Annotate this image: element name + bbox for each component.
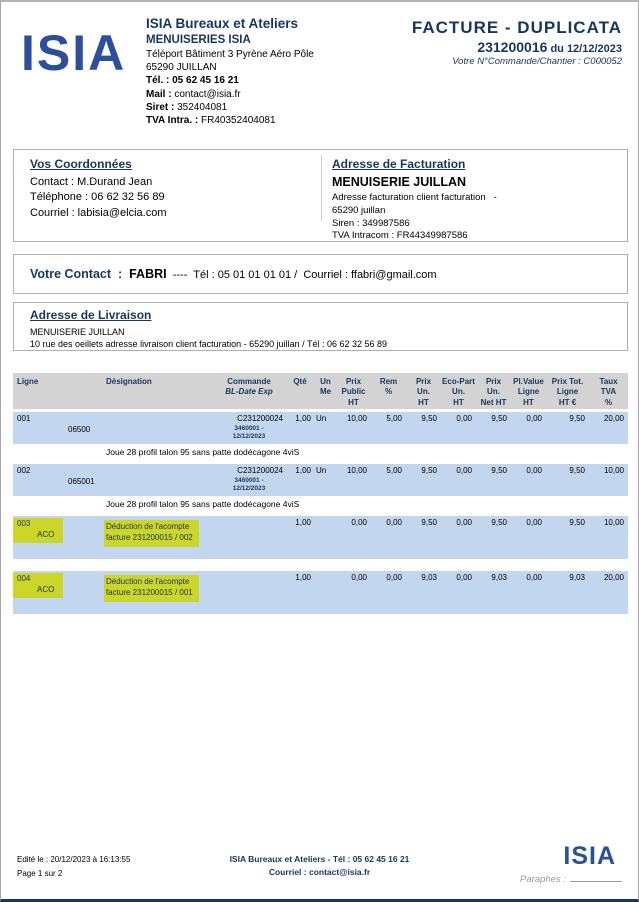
coordinates-email: Courriel : labisia@elcia.com: [30, 206, 167, 219]
table-cell: 002: [17, 466, 31, 475]
mail-value: contact@isia.fr: [174, 88, 241, 100]
col-header-designation: [98, 373, 213, 409]
tva-label: TVA Intra. :: [146, 114, 201, 126]
value-cell-eco-part-un-ht: 0,00: [456, 414, 472, 423]
footer-edited: Edité le : 20/12/2023 à 16:13:55: [17, 855, 131, 864]
table-cell: Déduction de l'acompte: [106, 522, 190, 531]
col-header-prix-tot-ligne-ht: [546, 373, 589, 409]
table-cell: 004: [17, 574, 31, 583]
company-phone: Tél. : 05 62 45 16 21: [146, 75, 239, 87]
value-cell-taux-tva-pct: 10,00: [603, 518, 624, 527]
col-header-commande: [213, 373, 285, 409]
table-cell: Commande: [227, 377, 271, 386]
col-header-ligne: [13, 373, 98, 409]
table-cell: Taux: [599, 377, 618, 386]
company-mail: [146, 88, 314, 101]
coordinates-title: Vos Coordonnées: [30, 157, 132, 171]
billing-name: MENUISERIE JUILLAN: [332, 175, 467, 189]
col-header-eco-part-un-ht: [441, 373, 476, 409]
col-header-qte: [285, 373, 315, 409]
table-cell: Un: [320, 377, 331, 386]
table-cell: HT €: [558, 397, 577, 407]
value-cell-taux-tva-pct: 20,00: [603, 414, 624, 423]
value-cell-prix-un-ht: 9,03: [421, 573, 437, 582]
table-cell: 001: [17, 414, 31, 423]
col-header-prix-public-ht: [336, 373, 371, 409]
value-cell-rem-pct: 5,00: [386, 414, 402, 423]
value-cell-rem-pct: 0,00: [386, 573, 402, 582]
coordinates-phone: Téléphone : 06 62 32 56 89: [30, 191, 165, 204]
unit-cell: Un: [316, 466, 327, 475]
footer-company-line: ISIA Bureaux et Ateliers - Tél : 05 62 45 16 21: [229, 854, 410, 864]
designation-highlighted: [104, 520, 199, 547]
line-number-highlighted: [13, 518, 63, 543]
qty-cell: 1,00: [295, 466, 311, 475]
billing-address-section: [332, 157, 497, 243]
col-header-taux-tva-pct: [589, 373, 628, 409]
value-cell-pl-value-ligne-ht: 0,00: [526, 518, 542, 527]
col-header-prix-un-ht: [406, 373, 441, 409]
your-contact-name: FABRI: [129, 267, 167, 281]
table-cell: Un.: [452, 387, 465, 397]
commande-cell: [213, 464, 285, 496]
table-cell: Pl.Value: [513, 377, 544, 386]
your-contact-box: [13, 254, 628, 294]
unit-cell: [315, 571, 336, 614]
unit-cell: Un: [316, 414, 327, 423]
table-cell: facture 231200015 / 001: [106, 587, 193, 597]
table-cell: Prix: [415, 377, 432, 386]
table-body: [13, 412, 628, 614]
unit-cell: [315, 516, 336, 559]
value-cell-rem-pct: 5,00: [386, 466, 402, 475]
invoice-lines-table: [13, 373, 628, 626]
value-cell-eco-part-un-ht: 0,00: [456, 518, 472, 527]
your-contact-label: Votre Contact: [30, 267, 112, 281]
table-cell: [13, 571, 98, 614]
qty-cell: 1,00: [295, 573, 311, 582]
table-cell: Un.: [417, 387, 430, 397]
footer-page-number: Page 1 sur 2: [17, 869, 63, 879]
table-cell: HT: [418, 397, 429, 407]
table-cell: C231200024: [237, 466, 283, 475]
table-cell: 3460001 -: [234, 476, 264, 484]
value-cell-taux-tva-pct: 10,00: [603, 466, 624, 475]
paraphes-label: Paraphes :: [520, 874, 566, 885]
table-cell: Prix: [485, 377, 502, 386]
table-cell: [13, 412, 98, 444]
invoice-row-002: [13, 464, 628, 496]
value-cell-prix-un-ht: 9,50: [421, 414, 437, 423]
value-cell-eco-part-un-ht: 0,00: [456, 573, 472, 582]
table-cell: Ligne: [556, 387, 579, 397]
siret-label: Siret :: [146, 101, 178, 113]
delivery-address-box: [13, 302, 628, 351]
table-cell: Déduction de l'acompte: [106, 577, 190, 586]
table-cell: Ligne: [17, 377, 39, 386]
table-cell: Rem: [379, 377, 398, 386]
table-cell: Prix Tot.: [551, 377, 584, 386]
value-cell-prix-un-ht: 9,50: [421, 518, 437, 527]
col-header-pl-value-ligne-ht: [511, 373, 546, 409]
table-cell: Eco-Part: [442, 377, 475, 386]
invoice-number-line: [412, 39, 622, 55]
coordinates-contact: Contact : M.Durand Jean: [30, 176, 153, 188]
col-header-prix-un-net-ht: [476, 373, 511, 409]
isia-logo: ISIA: [21, 25, 127, 81]
table-cell: HT: [523, 397, 534, 407]
table-cell: [98, 571, 213, 614]
commande-cell: [213, 516, 285, 559]
value-cell-prix-un-ht: 9,50: [421, 466, 437, 475]
table-cell: [13, 516, 98, 559]
delivery-line: 10 rue des oeillets adresse livraison client facturation - 65290 juillan / Tél : 06 62 32 56 89: [30, 339, 388, 350]
your-coordinates-section: [30, 157, 167, 221]
value-cell-prix-tot-ligne-ht: 9,50: [569, 466, 585, 475]
siret-value: 352404081: [177, 101, 228, 113]
commande-cell: [213, 412, 285, 444]
footer-isia-logo: ISIA: [563, 842, 616, 870]
company-name: ISIA Bureaux et Ateliers: [146, 16, 299, 31]
value-cell-rem-pct: 0,00: [386, 518, 402, 527]
value-cell-prix-tot-ligne-ht: 9,03: [569, 573, 585, 582]
col-header-rem-pct: [371, 373, 406, 409]
table-cell: facture 231200015 / 002: [106, 532, 193, 542]
billing-siren: Siren : 349987586: [332, 217, 410, 229]
billing-address-line2: 65290 juillan: [332, 204, 386, 216]
value-cell-prix-un-net-ht: 9,50: [491, 414, 507, 423]
table-cell: 003: [17, 519, 31, 528]
value-cell-prix-public-ht: 0,00: [351, 518, 367, 527]
company-division: MENUISERIES ISIA: [146, 33, 251, 46]
commande-cell: [213, 571, 285, 614]
table-cell: Ligne: [517, 387, 540, 397]
footer-email-line: Courriel : contact@isia.fr: [268, 866, 371, 877]
invoice-row-001: [13, 412, 628, 444]
table-cell: C231200024: [237, 414, 283, 423]
company-info: [146, 15, 314, 127]
vertical-divider: [321, 155, 322, 221]
table-cell: [98, 412, 213, 444]
table-cell: 065001: [68, 476, 95, 486]
your-contact-colon: :: [111, 267, 130, 281]
billing-address-line1: Adresse facturation client facturation -: [332, 192, 497, 203]
value-cell-prix-un-net-ht: 9,03: [491, 573, 507, 582]
value-cell-prix-un-net-ht: 9,50: [491, 466, 507, 475]
tva-value: FR40352404081: [201, 114, 276, 126]
table-cell: Qté: [293, 377, 307, 386]
table-cell: 3460001 -: [234, 424, 264, 432]
line-number-highlighted: [13, 573, 63, 598]
table-cell: Désignation: [106, 377, 152, 386]
col-header-un-me: [315, 373, 336, 409]
value-cell-prix-tot-ligne-ht: 9,50: [569, 414, 585, 423]
company-address-line1: Téléport Bâtiment 3 Pyrène Aéro Pôle: [146, 48, 314, 60]
table-cell: Un.: [487, 387, 500, 397]
paraphes-signature-line: [570, 881, 622, 882]
coordinates-box: [13, 149, 628, 242]
table-cell: 06500: [68, 424, 91, 434]
company-siret: [146, 101, 314, 114]
qty-cell: 1,00: [295, 518, 311, 527]
invoice-order-ref: Votre N°Commande/Chantier : C000052: [452, 56, 622, 67]
value-cell-prix-tot-ligne-ht: 9,50: [569, 518, 585, 527]
table-cell: %: [384, 387, 393, 397]
table-cell: TVA: [600, 387, 617, 397]
value-cell-pl-value-ligne-ht: 0,00: [526, 414, 542, 423]
table-cell: Net HT: [480, 397, 507, 407]
your-contact-details: ---- Tél : 05 01 01 01 01 / Courriel : ffabri@gmail.com: [166, 269, 437, 281]
row-description-note: Joue 28 profil talon 95 sans patte dodécagone 4viS: [13, 496, 628, 511]
billing-title: Adresse de Facturation: [332, 157, 466, 171]
table-cell: [98, 516, 213, 559]
value-cell-eco-part-un-ht: 0,00: [456, 466, 472, 475]
table-cell: BL-Date Exp: [225, 387, 273, 397]
company-address-line2: 65290 JUILLAN: [146, 62, 217, 74]
qty-cell: 1,00: [295, 414, 311, 423]
invoice-date: du 12/12/2023: [547, 43, 622, 55]
table-cell: ACO: [37, 529, 55, 539]
invoice-title: FACTURE - DUPLICATA: [411, 18, 622, 37]
value-cell-taux-tva-pct: 20,00: [603, 573, 624, 582]
table-cell: Prix: [345, 377, 362, 386]
table-cell: HT: [453, 397, 464, 407]
line-number: [13, 414, 98, 436]
table-cell: 12/12/2023: [232, 433, 266, 441]
invoice-number: 231200016: [477, 39, 548, 55]
designation-highlighted: [104, 575, 199, 602]
table-header-row: [13, 373, 628, 409]
table-cell: ACO: [37, 584, 55, 594]
line-number: [13, 466, 98, 488]
table-cell: 12/12/2023: [232, 485, 266, 493]
table-cell: [98, 464, 213, 496]
value-cell-prix-public-ht: 0,00: [351, 573, 367, 582]
footer-paraphes: [520, 874, 622, 885]
delivery-name: MENUISERIE JUILLAN: [30, 327, 125, 337]
your-contact-line: [30, 267, 437, 281]
invoice-head: [412, 18, 622, 67]
value-cell-prix-public-ht: 10,00: [346, 466, 367, 475]
company-tva: [146, 114, 314, 127]
value-cell-pl-value-ligne-ht: 0,00: [526, 573, 542, 582]
invoice-row-003: [13, 516, 628, 559]
invoice-row-004: [13, 571, 628, 614]
table-cell: Me: [319, 387, 332, 397]
table-cell: Public: [341, 387, 366, 397]
value-cell-pl-value-ligne-ht: 0,00: [526, 466, 542, 475]
billing-tva: TVA Intracom : FR44349987586: [332, 230, 468, 242]
row-description-note: Joue 28 profil talon 95 sans patte dodécagone 4viS: [13, 444, 628, 459]
delivery-title: Adresse de Livraison: [30, 308, 152, 322]
value-cell-prix-un-net-ht: 9,50: [491, 518, 507, 527]
mail-label: Mail :: [146, 88, 175, 100]
table-cell: [13, 464, 98, 496]
table-cell: %: [604, 397, 613, 407]
value-cell-prix-public-ht: 10,00: [346, 414, 367, 423]
table-cell: HT: [348, 397, 359, 407]
